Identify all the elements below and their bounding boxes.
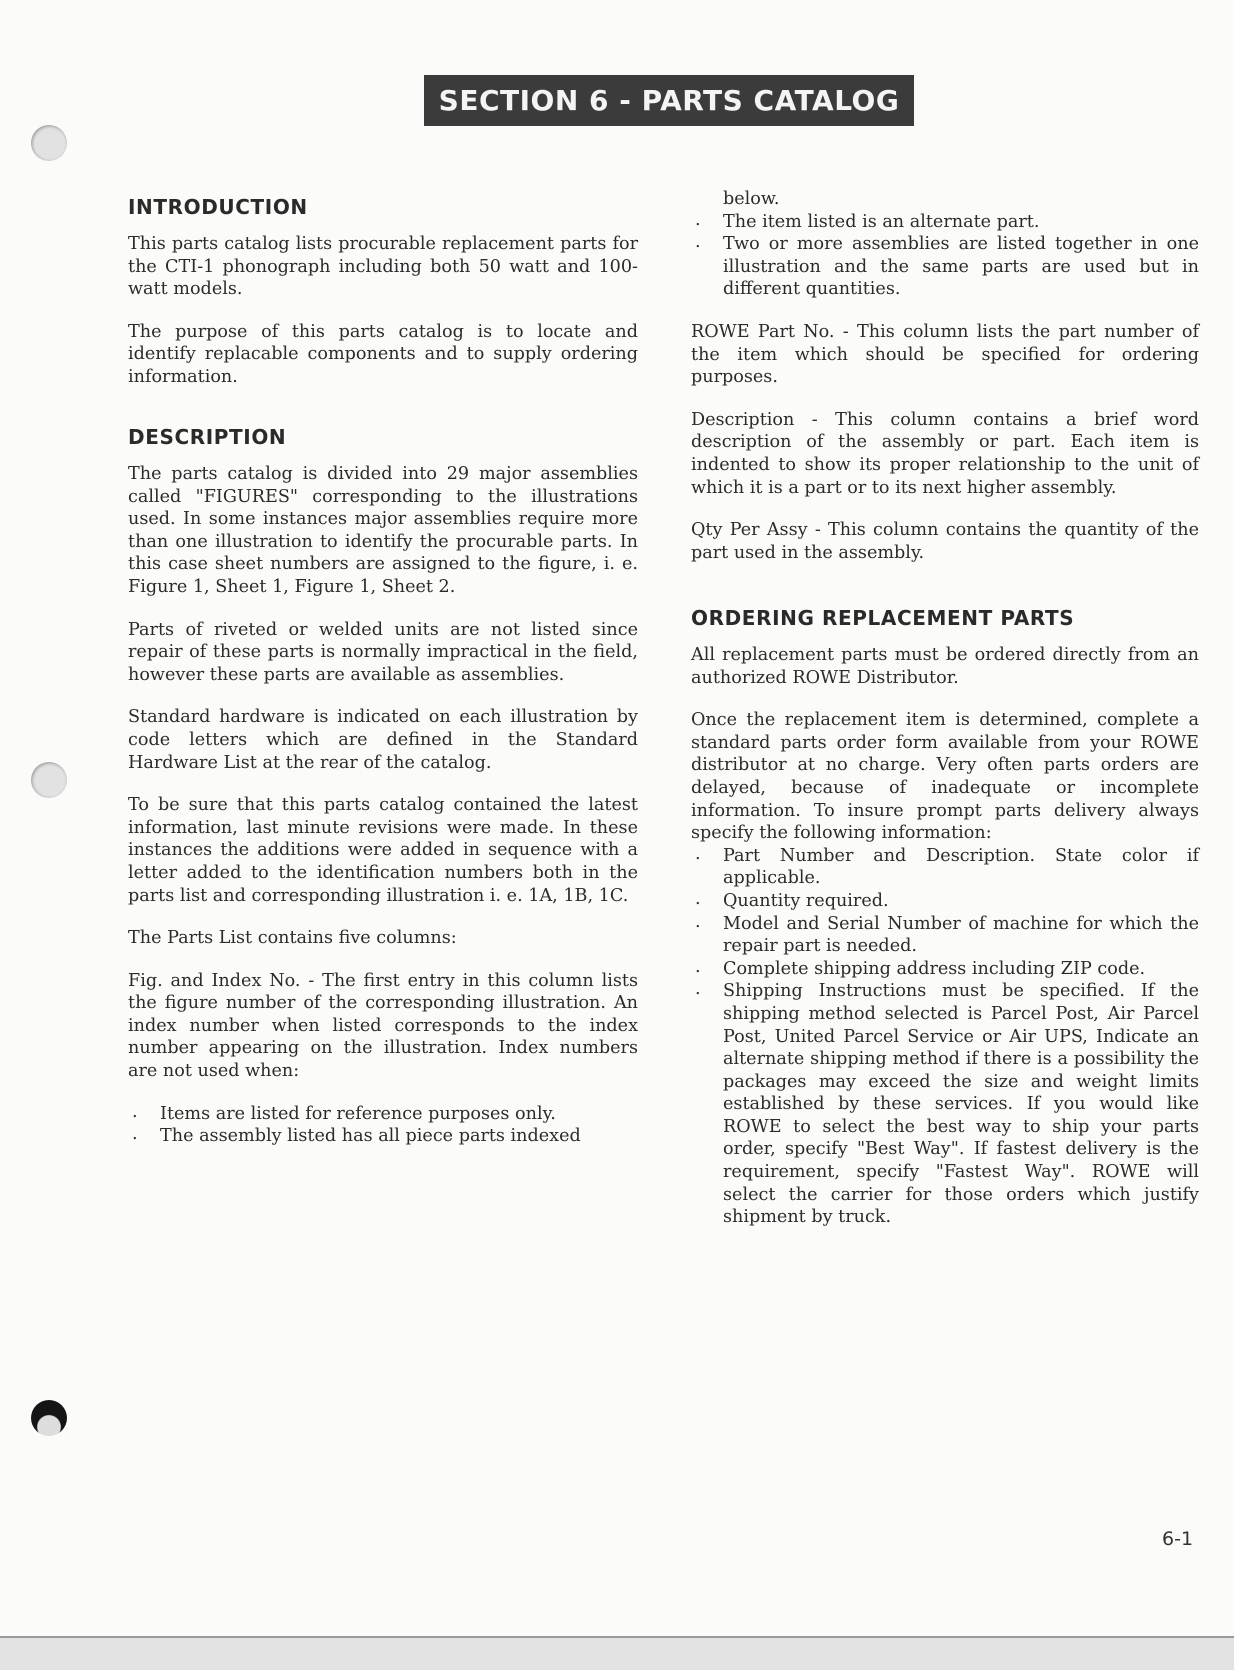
- section-banner: SECTION 6 - PARTS CATALOG: [424, 75, 914, 126]
- ordering-section: [691, 606, 1199, 1249]
- ordering-info-list: [691, 845, 1199, 1229]
- ordering-paragraph-2: Once the replacement item is determined, complete a standard parts order form available from your ROWE distributor at no charge. Very often parts orders are delayed, because of inadequate or incomplete information. To insure prompt parts delivery always specify the following information:: [691, 710, 1199, 844]
- description-paragraph-4: To be sure that this parts catalog contained the latest information, last minute revisions were made. In these instances the additions were added in sequence with a letter added to the identification numbers both in the parts list and corresponding illustration i. e. 1A, 1B, 1C.: [128, 795, 638, 906]
- list-item: . Items are listed for reference purposes only.: [128, 1103, 638, 1126]
- description-paragraph-5: The Parts List contains five columns:: [128, 928, 457, 949]
- list-item: . Quantity required.: [691, 890, 1199, 913]
- ordering-heading: ORDERING REPLACEMENT PARTS: [691, 606, 1075, 630]
- description-paragraph-1: The parts catalog is divided into 29 major assemblies called "FIGURES" corresponding to the illustrations used. In some instances major assemblies require more than one illustration to identify the procurable parts. In this case sheet numbers are assigned to the figure, i. e. Figure 1, Sheet 1, Figure 1, Sheet 2.: [128, 464, 638, 597]
- description-heading: DESCRIPTION: [128, 425, 287, 449]
- description-paragraph-3: Standard hardware is indicated on each illustration by code letters which are defined in the Standard Hardware List at the rear of the catalog.: [128, 707, 638, 773]
- index-exceptions-list: [128, 1103, 638, 1148]
- description-column-paragraph: Description - This column contains a brief word description of the assembly or part. Each item is indented to show its proper relationship to the unit of which it is a part or to its next higher assembly.: [691, 409, 1199, 498]
- page-number: 6-1: [1162, 1528, 1194, 1550]
- ordering-paragraph-1: All replacement parts must be ordered directly from an authorized ROWE Distributor.: [691, 645, 1199, 688]
- introduction-section: [128, 195, 638, 409]
- list-item: . Part Number and Description. State color if applicable.: [691, 845, 1199, 890]
- list-item: . Shipping Instructions must be specified. If the shipping method selected is Parcel Post, Air Parcel Post, United Parcel Service or Air UPS, Indicate an alternate shipping method if there is a possibility the packages may exceed the size and weight limits established by these services. If you would like ROWE to select the best way to ship your parts order, specify "Best Way". If fastest delivery is the requirement, specify "Fastest Way". ROWE will select the carrier for those orders which justify shipment by truck.: [691, 980, 1199, 1229]
- description-paragraph-2: Parts of riveted or welded units are not listed since repair of these parts is normally impractical in the field, however these parts are available as assemblies.: [128, 619, 638, 685]
- page-bottom-edge: [0, 1636, 1234, 1670]
- index-exceptions-list-continued: [691, 211, 1199, 301]
- introduction-heading: INTRODUCTION: [128, 195, 308, 219]
- list-item: . The item listed is an alternate part.: [691, 211, 1199, 234]
- binder-hole-top: [31, 125, 67, 161]
- description-section: [128, 425, 638, 1168]
- binder-hole-bottom: [31, 1400, 67, 1436]
- list-item: . Model and Serial Number of machine for which the repair part is needed.: [691, 913, 1199, 958]
- continuation-text: below.: [723, 189, 780, 209]
- rowe-part-no-paragraph: ROWE Part No. - This column lists the part number of the item which should be specified for ordering purposes.: [691, 321, 1199, 388]
- binder-hole-middle: [31, 762, 67, 798]
- list-item: . Two or more assemblies are listed together in one illustration and the same parts are used but in different quantities.: [691, 233, 1199, 301]
- columns-description-section: [691, 188, 1199, 584]
- list-item: . Complete shipping address including ZIP code.: [691, 958, 1199, 981]
- introduction-paragraph-1: This parts catalog lists procurable replacement parts for the CTI-1 phonograph including both 50 watt and 100-watt models.: [128, 234, 638, 300]
- introduction-paragraph-2: The purpose of this parts catalog is to locate and identify replacable components and to supply ordering information.: [128, 321, 638, 387]
- qty-per-assy-paragraph: Qty Per Assy - This column contains the quantity of the part used in the assembly.: [691, 520, 1199, 563]
- list-item: . The assembly listed has all piece parts indexed: [128, 1125, 638, 1148]
- description-paragraph-6: Fig. and Index No. - The first entry in this column lists the figure number of the corresponding illustration. An index number when listed corresponds to the index number appearing on the illustration. Index numbers are not used when:: [128, 970, 638, 1082]
